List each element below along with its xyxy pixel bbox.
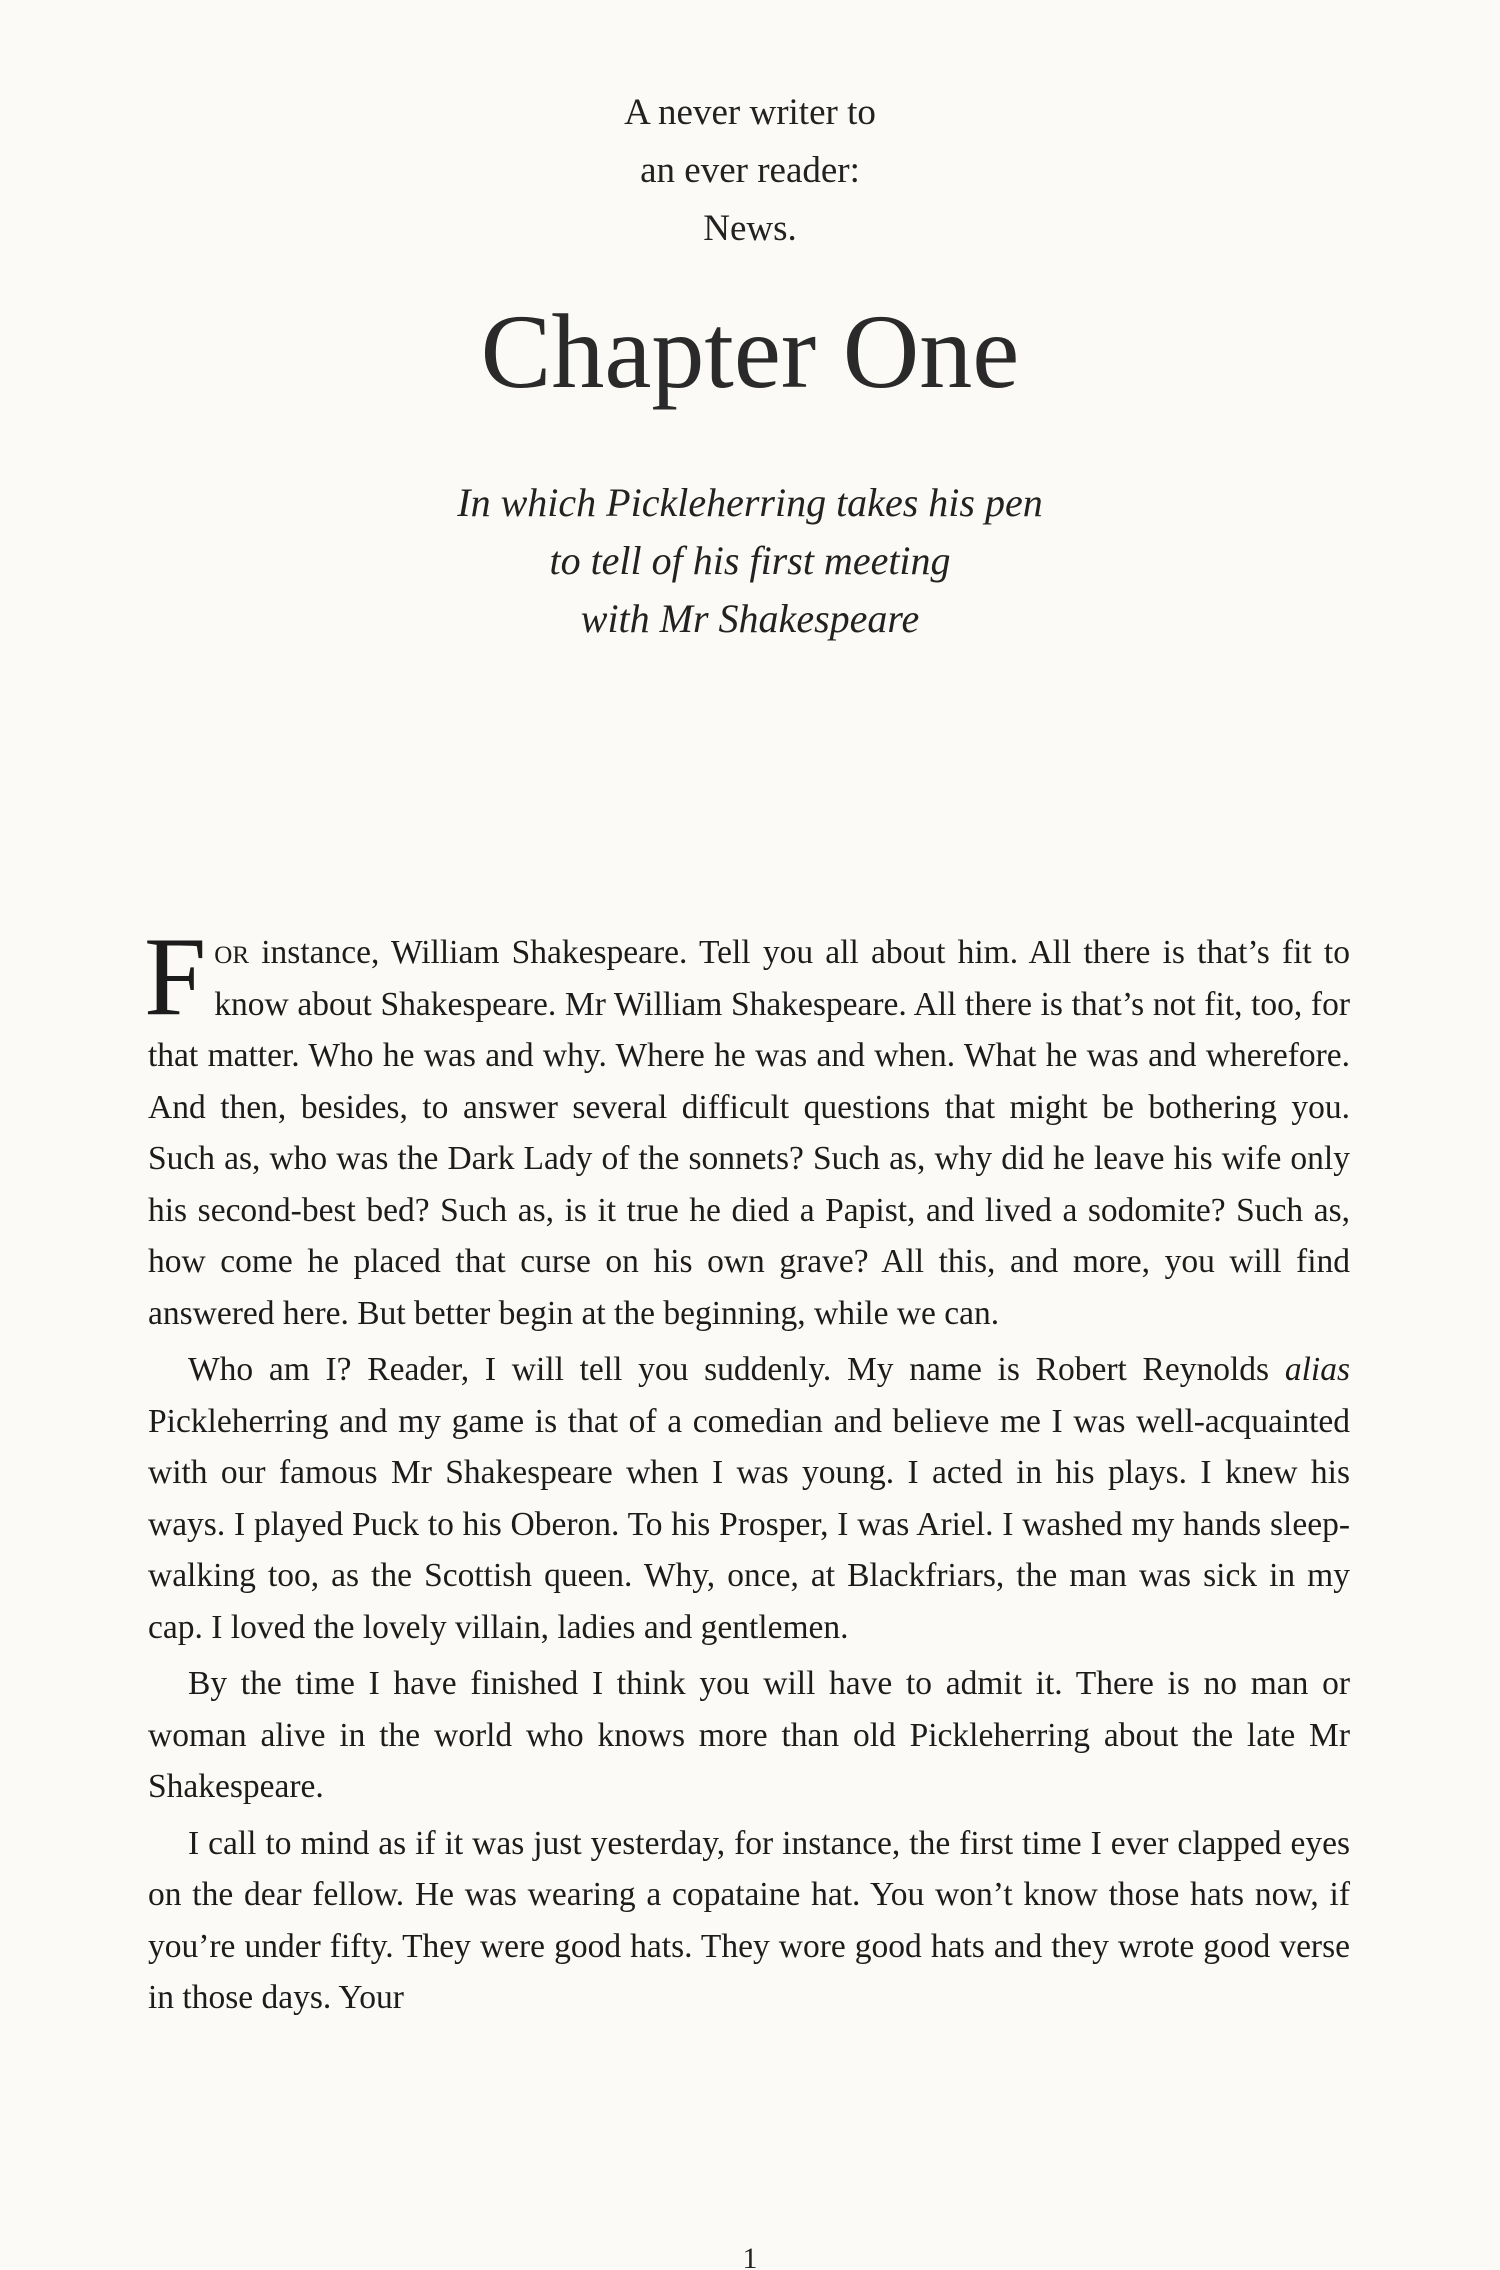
paragraph-1-text: instance, William Shakespeare. Tell you all about him. All there is that’s fit to know about Shakespeare. Mr William Shakespeare. All there is that’s not fit, too, for that matter. Who he was and why. Where he was and when. What he was and wherefore. And then, besides, to answer several difficult questions that might be bothering you. Such as, who was the Dark Lady of the sonnets? Such as, why did he leave his wife only his second-best bed? Such as, is it true he died a Papist, and lived a sodomite? Such as, how come he placed that curse on his own grave? All this, and more, you will find answered here. But better begin at the beginning, while we can. [148, 934, 1350, 1332]
body-text [144, 915, 1350, 2029]
paragraph-2-italic: alias [1284, 1351, 1350, 1388]
epigraph [0, 84, 1500, 258]
paragraph-3: By the time I have finished I think you will have to admit it. There is no man or woman alive in the world who knows more than old Pickleherring about the late Mr Shakespeare. [148, 1665, 1350, 1805]
page-number: 1 [742, 2242, 758, 2270]
drop-cap: F [144, 915, 207, 1039]
epigraph-line-1: A never writer to [624, 92, 876, 133]
paragraph-1-lead: or [214, 932, 250, 971]
subtitle-line-2: to tell of his first meeting [549, 538, 951, 583]
paragraph-2-text-a: Who am I? Reader, I will tell you suddenly. My name is Robert Reynolds [188, 1351, 1285, 1388]
epigraph-line-2: an ever reader: [640, 150, 860, 191]
subtitle-line-3: with Mr Shakespeare [580, 596, 920, 641]
paragraph-2-text-b: Pickleherring and my game is that of a comedian and believe me I was well-acquainted with our famous Mr Shakespeare when I was young. I acted in his plays. I knew his ways. I played Puck to his Oberon. To his Prosper, I was Ariel. I washed my hands sleep-walking too, as the Scottish queen. Why, once, at Blackfriars, the man was sick in my cap. I loved the lovely villain, ladies and gentlemen. [148, 1402, 1350, 1646]
paragraph-1 [144, 915, 1350, 1339]
chapter-title: Chapter One [480, 293, 1020, 410]
paragraph-2 [148, 1344, 1350, 1653]
paragraph-4: I call to mind as if it was just yesterday, for instance, the first time I ever clapped eyes on the dear fellow. He was wearing a copataine hat. You won’t know those hats now, if you’re under fifty. They were good hats. They wore good hats and they wrote good verse in those days. Your [148, 1824, 1350, 2016]
subtitle-line-1: In which Pickleherring takes his pen [457, 480, 1043, 525]
epigraph-line-3: News. [703, 208, 797, 249]
chapter-subtitle [0, 474, 1500, 648]
